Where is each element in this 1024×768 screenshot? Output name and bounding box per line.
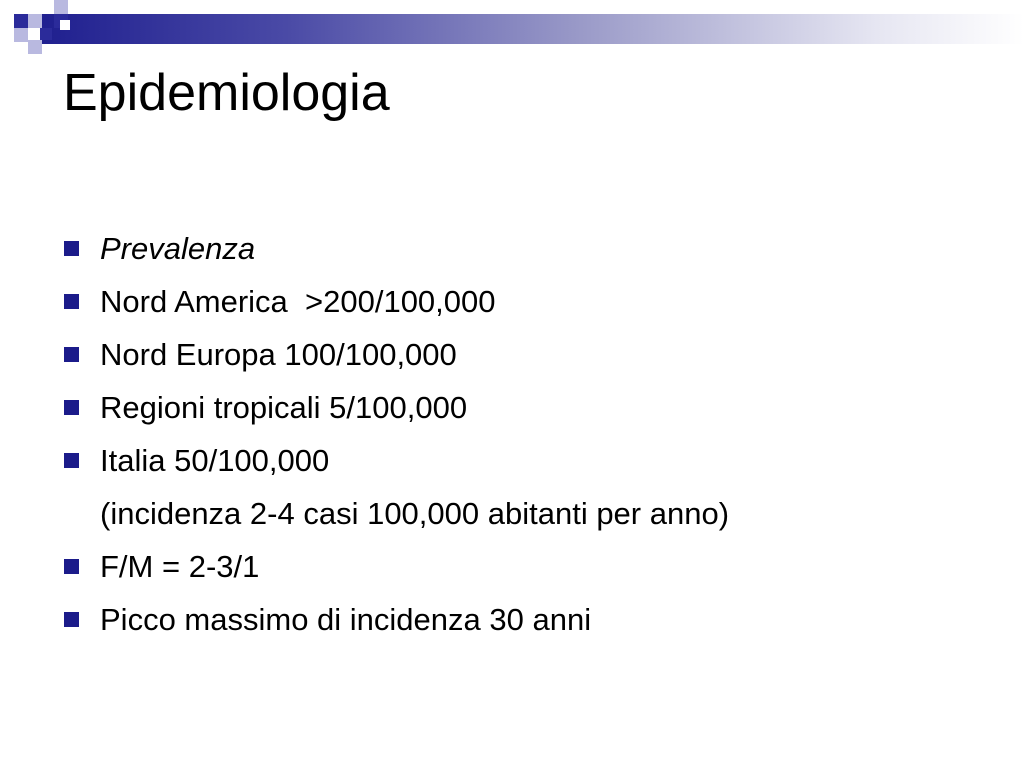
bullet-text: Nord America >200/100,000 — [100, 283, 496, 319]
bullet-item — [64, 381, 729, 434]
bullet-text: (incidenza 2-4 casi 100,000 abitanti per anno) — [100, 495, 730, 531]
bullet-item — [64, 222, 729, 275]
bullet-item — [64, 328, 729, 381]
slide-title: Epidemiologia — [63, 64, 390, 122]
square-bullet-icon — [64, 559, 79, 574]
bullet-item — [64, 593, 729, 646]
bullet-text: Italia 50/100,000 — [100, 442, 330, 478]
bullet-text: Regioni tropicali 5/100,000 — [100, 389, 468, 425]
bullet-text: Nord Europa 100/100,000 — [100, 336, 457, 372]
square-bullet-icon — [64, 347, 79, 362]
square-bullet-icon — [64, 294, 79, 309]
bullet-text: Picco massimo di incidenza 30 anni — [100, 601, 592, 637]
square-bullet-icon — [64, 453, 79, 468]
bullet-text: F/M = 2-3/1 — [100, 548, 260, 584]
bullet-list — [64, 222, 729, 646]
header-gradient-band — [40, 14, 1024, 44]
bullet-text: Prevalenza — [100, 230, 256, 266]
square-bullet-icon — [64, 241, 79, 256]
bullet-item — [64, 540, 729, 593]
bullet-continuation — [64, 487, 729, 540]
square-bullet-icon — [64, 612, 79, 627]
square-bullet-icon — [64, 400, 79, 415]
bullet-item — [64, 434, 729, 487]
bullet-item — [64, 275, 729, 328]
